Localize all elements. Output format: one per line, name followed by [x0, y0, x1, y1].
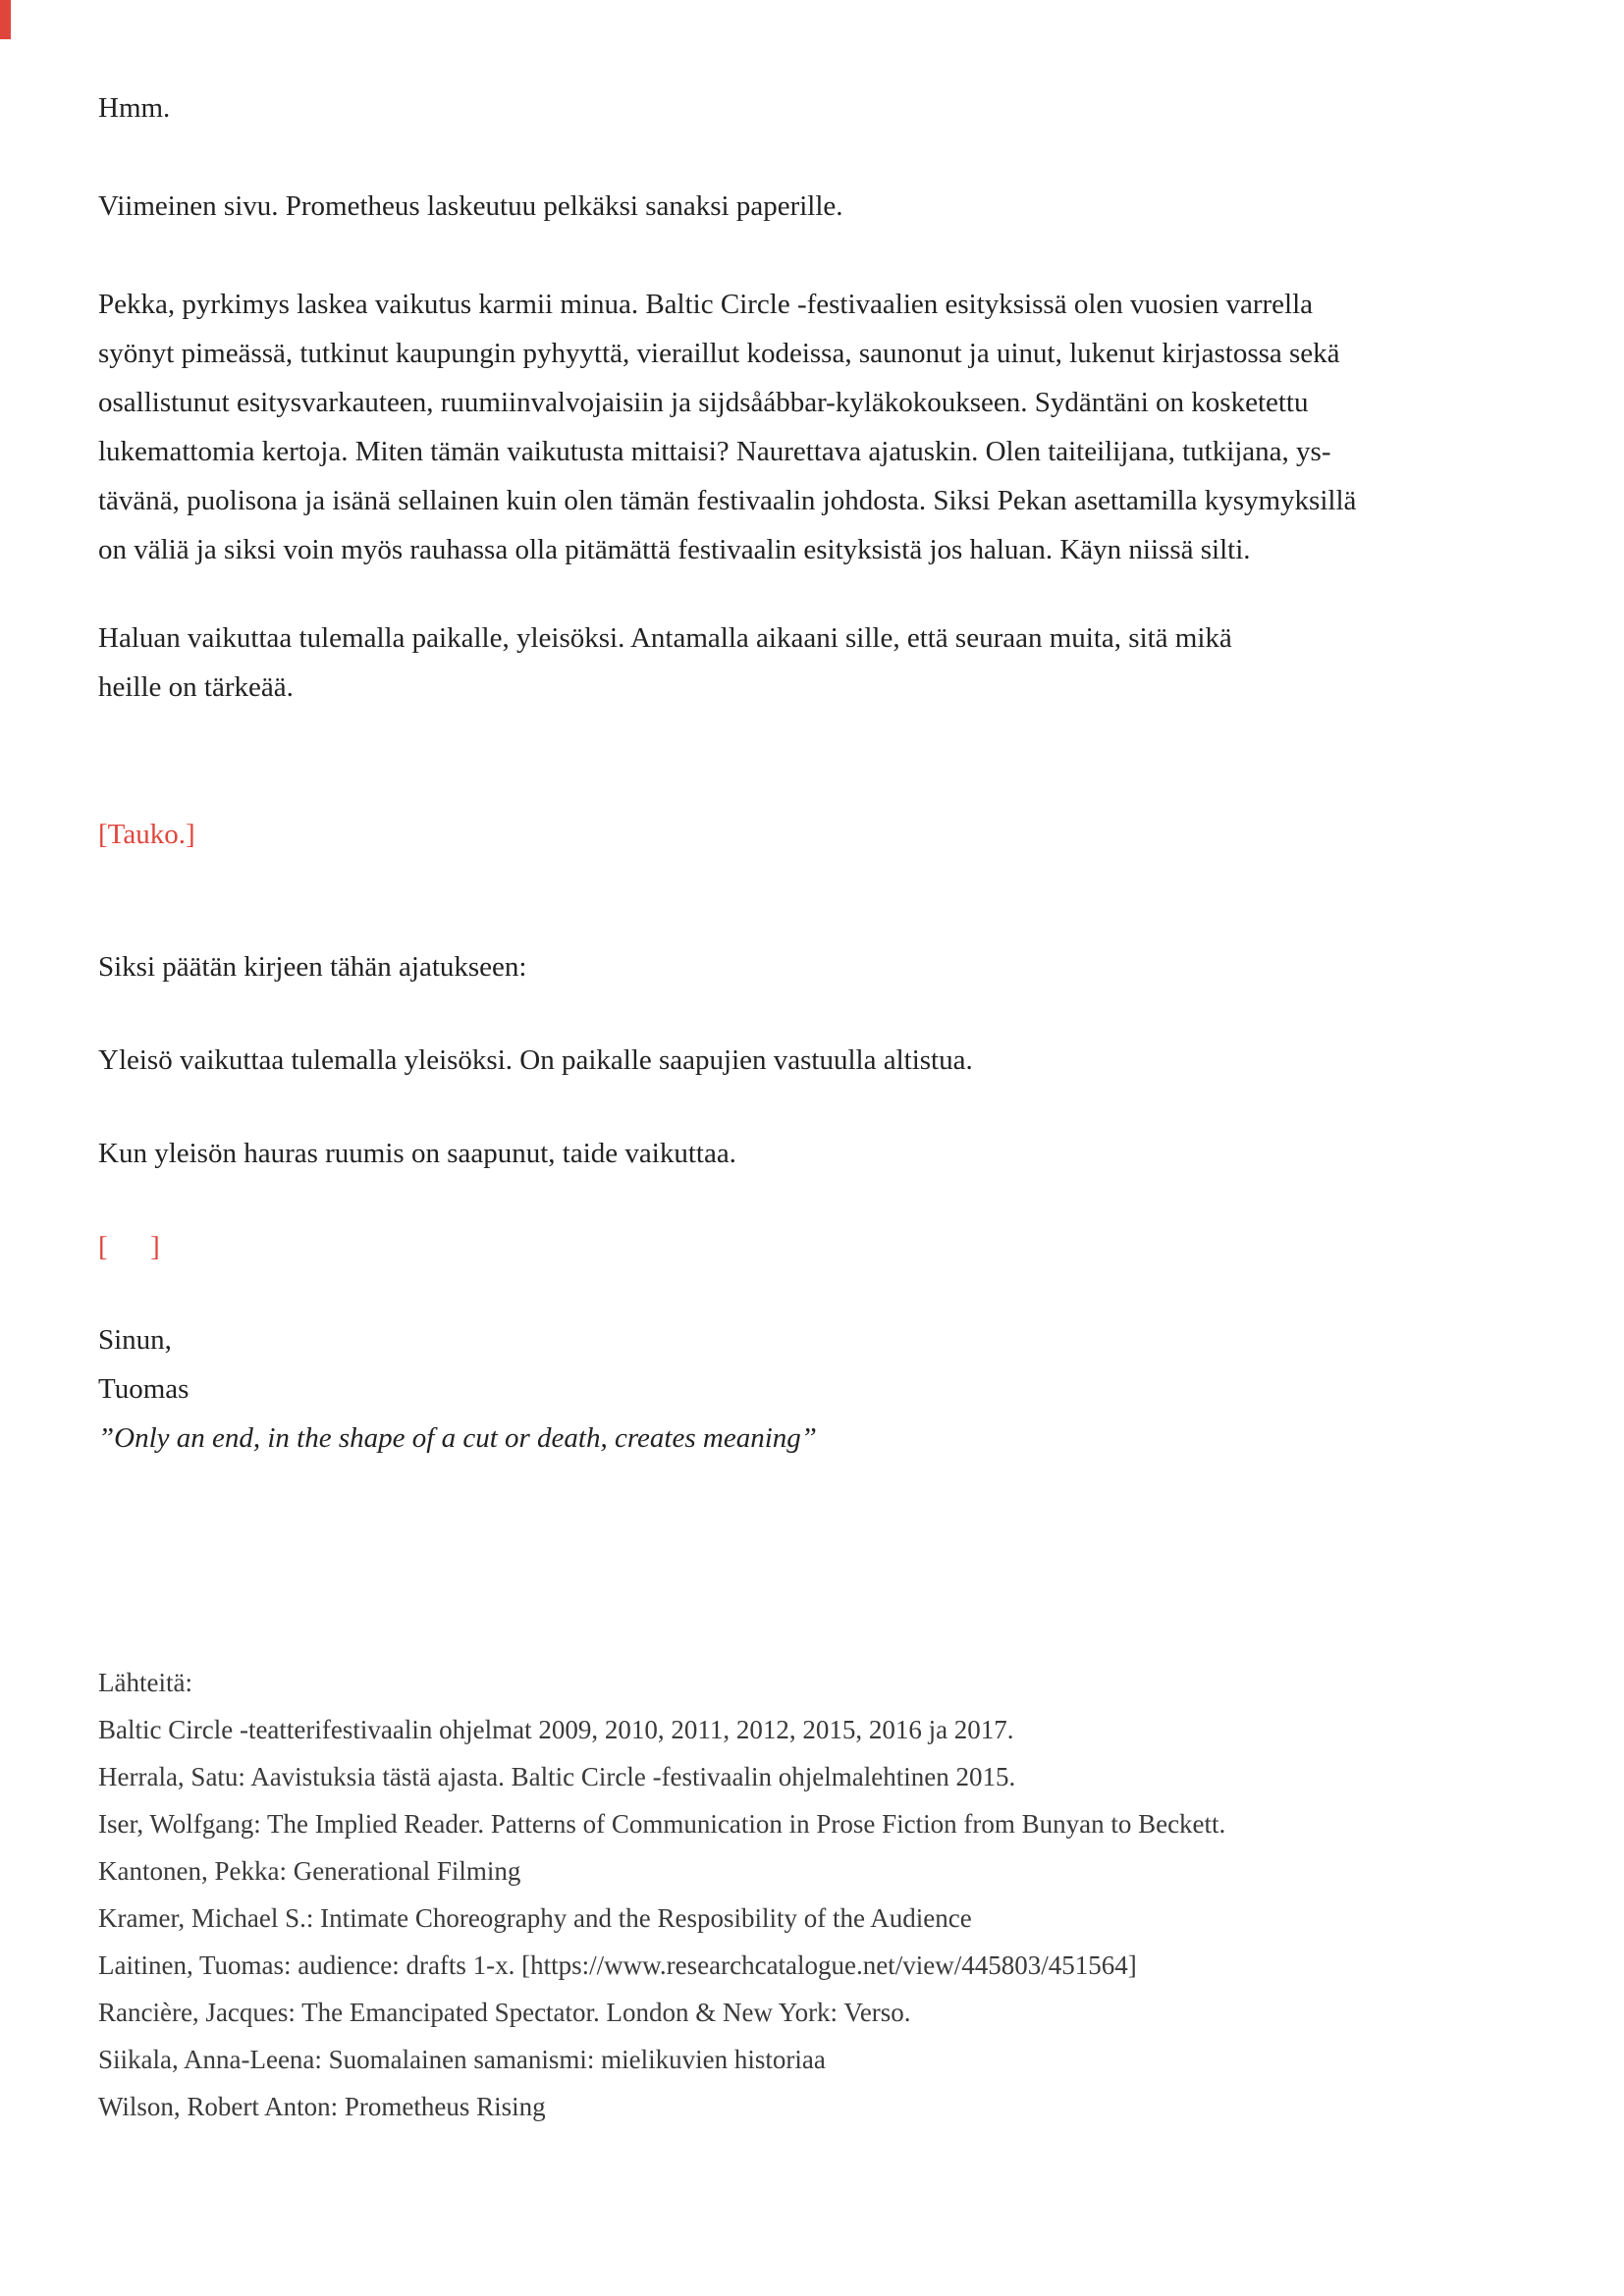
source-item: Laitinen, Tuomas: audience: drafts 1-x. [https://www.researchcatalogue.net/view/445803/451564]	[98, 1950, 1137, 1980]
paragraph-haluan: Haluan vaikuttaa tulemalla paikalle, yleisöksi. Antamalla aikaani sille, että seuraan muita, sitä mikä heille on tärkeää.	[98, 622, 1232, 703]
paragraph-hmm: Hmm.	[98, 92, 171, 124]
red-corner-marker	[0, 0, 11, 39]
source-item: Wilson, Robert Anton: Prometheus Rising	[98, 2092, 546, 2121]
signoff-tuomas: Tuomas	[98, 1373, 189, 1405]
source-item: Baltic Circle -teatterifestivaalin ohjelmat 2009, 2010, 2011, 2012, 2015, 2016 ja 2017.	[98, 1715, 1014, 1744]
signoff-block	[98, 1315, 1536, 1463]
letter-body	[98, 83, 1536, 1463]
source-item: Siikala, Anna-Leena: Suomalainen samanismi: mielikuvien historiaa	[98, 2045, 826, 2074]
paragraph-pekka: Pekka, pyrkimys laskea vaikutus karmii minua. Baltic Circle -festivaalien esityksissä olen vuosien varrella syönyt pimeässä, tutkinut kaupungin pyhyyttä, vieraillut kodeissa, saunonut ja uinut, lukenut kirjastossa sekä osallistunut esitysvarkauteen, ruumiinvalvojaisiin ja sijdsåábbar-kyläkokoukseen. Sydäntäni on kosketettu lukemattomia kertoja. Miten tämän vaikutusta mittaisi? Naurettava ajatuskin. Olen taiteilijana, tutkijana, ys- tävänä, puolisona ja isänä sellainen kuin olen tämän festivaalin johdosta. Siksi Pekan asettamilla kysymyksillä on väliä ja siksi voin myös rauhassa olla pitämättä festivaalin esityksistä jos haluan. Käyn niissä silti.	[98, 289, 1357, 565]
sources-heading: Lähteitä:	[98, 1668, 192, 1697]
closing-quote: ”Only an end, in the shape of a cut or death, creates meaning”	[98, 1422, 817, 1454]
source-item: Kramer, Michael S.: Intimate Choreography and the Resposibility of the Audience	[98, 1903, 972, 1933]
source-item: Kantonen, Pekka: Generational Filming	[98, 1856, 521, 1886]
pause-marker: [Tauko.]	[98, 819, 195, 850]
source-item: Iser, Wolfgang: The Implied Reader. Patterns of Communication in Prose Fiction from Bunyan to Beckett.	[98, 1809, 1226, 1839]
empty-brackets-marker: [ ]	[98, 1231, 160, 1262]
sources-section	[98, 1659, 1536, 2130]
source-item: Rancière, Jacques: The Emancipated Spectator. London & New York: Verso.	[98, 1998, 911, 2027]
source-item: Herrala, Satu: Aavistuksia tästä ajasta. Baltic Circle -festivaalin ohjelmalehtinen 2015.	[98, 1762, 1016, 1791]
paragraph-last-page: Viimeinen sivu. Prometheus laskeutuu pelkäksi sanaksi paperille.	[98, 190, 843, 222]
paragraph-siksi: Siksi päätän kirjeen tähän ajatukseen:	[98, 951, 527, 983]
paragraph-yleiso: Yleisö vaikuttaa tulemalla yleisöksi. On paikalle saapujien vastuulla altistua.	[98, 1044, 973, 1076]
paragraph-kun-yleison: Kun yleisön hauras ruumis on saapunut, taide vaikuttaa.	[98, 1138, 736, 1169]
signoff-sinun: Sinun,	[98, 1324, 172, 1356]
